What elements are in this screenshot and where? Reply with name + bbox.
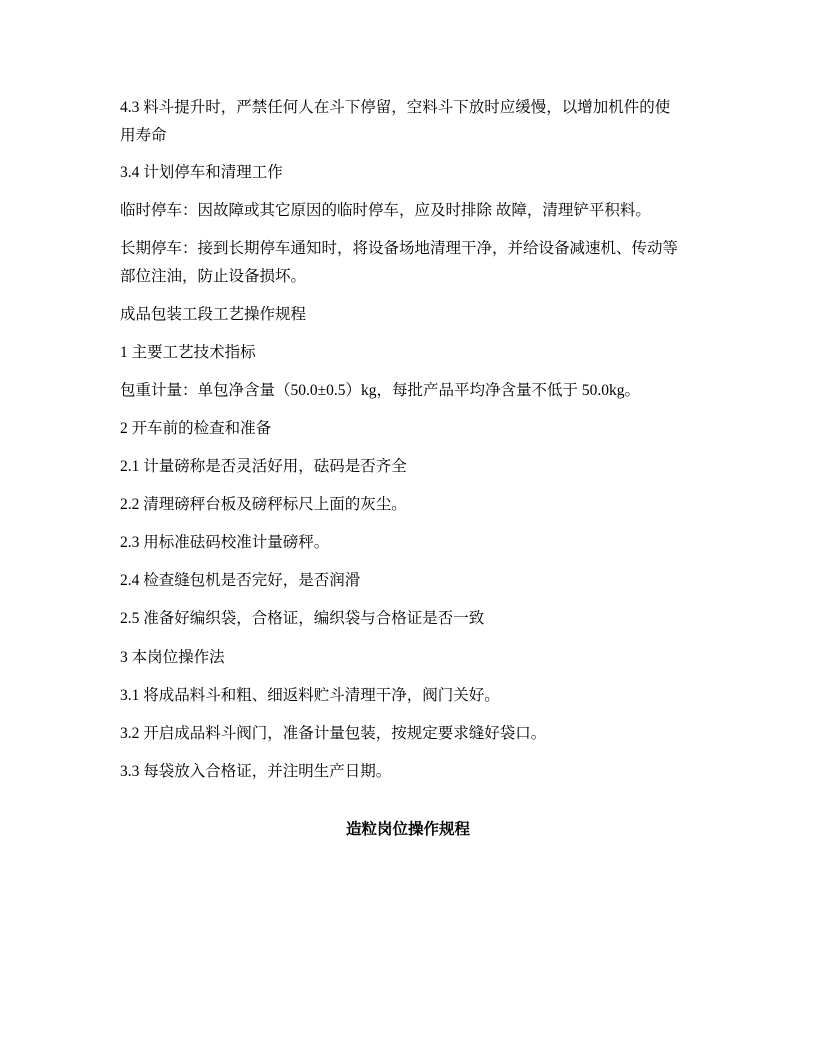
paragraph <box>120 94 720 150</box>
paragraph <box>120 235 720 291</box>
paragraph-line: 3.3 每袋放入合格证，并注明生产日期。 <box>120 763 392 780</box>
paragraph <box>120 682 720 710</box>
paragraph <box>120 605 720 633</box>
paragraph-line: 2 开车前的检查和准备 <box>120 420 272 437</box>
paragraph-line: 长期停车：接到长期停车通知时，将设备场地清理干净，并给设备减速机、传动等 <box>120 240 679 257</box>
paragraph-line: 用寿命 <box>120 127 167 144</box>
paragraph-line: 包重计量：单包净含量（50.0±0.5）kg，每批产品平均净含量不低于 50.0kg。 <box>120 382 641 399</box>
paragraph-line: 成品包装工段工艺操作规程 <box>120 306 307 323</box>
paragraph <box>120 491 720 519</box>
paragraph-line: 4.3 料斗提升时，严禁任何人在斗下停留，空料斗下放时应缓慢，以增加机件的使 <box>120 99 671 116</box>
paragraph-line: 2.5 准备好编织袋，合格证，编织袋与合格证是否一致 <box>120 610 485 627</box>
paragraph-line: 1 主要工艺技术指标 <box>120 344 256 361</box>
section-title: 造粒岗位操作规程 <box>345 821 470 838</box>
paragraph <box>120 529 720 557</box>
paragraph-line: 2.2 清理磅秤台板及磅秤标尺上面的灰尘。 <box>120 496 407 513</box>
paragraph-line: 3.1 将成品料斗和粗、细返料贮斗清理干净，阀门关好。 <box>120 687 500 704</box>
paragraph <box>120 720 720 748</box>
paragraph <box>120 644 720 672</box>
paragraph <box>120 377 720 405</box>
paragraph-line: 3 本岗位操作法 <box>120 649 225 666</box>
paragraph <box>120 159 720 187</box>
paragraph-line: 2.4 检查缝包机是否完好，是否润滑 <box>120 572 361 589</box>
paragraph <box>120 339 720 367</box>
paragraph-line: 3.4 计划停车和清理工作 <box>120 164 283 181</box>
paragraph-line: 3.2 开启成品料斗阀门，准备计量包装，按规定要求缝好袋口。 <box>120 725 547 742</box>
paragraph-line: 临时停车：因故障或其它原因的临时停车，应及时排除 故障，清理铲平积料。 <box>120 202 651 219</box>
paragraph-line: 部位注油，防止设备损坏。 <box>120 268 307 285</box>
paragraph <box>120 197 720 225</box>
paragraph <box>120 758 720 786</box>
paragraph <box>120 453 720 481</box>
paragraph <box>120 415 720 443</box>
paragraph <box>120 567 720 595</box>
paragraph-line: 2.1 计量磅称是否灵活好用，砝码是否齐全 <box>120 458 407 475</box>
paragraph-line: 2.3 用标准砝码校准计量磅秤。 <box>120 534 330 551</box>
paragraph <box>120 301 720 329</box>
